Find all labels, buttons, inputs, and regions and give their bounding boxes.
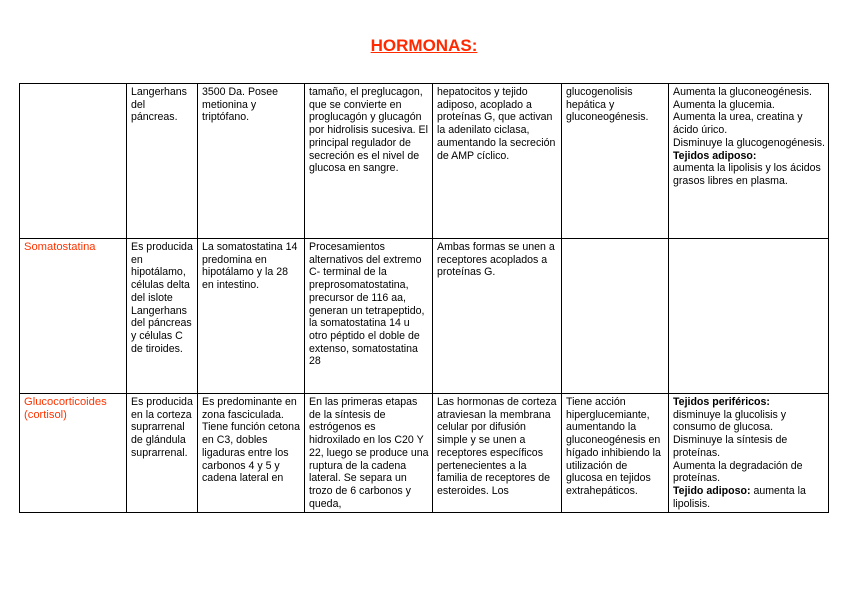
hormone-name-cell	[20, 394, 127, 513]
structure-cell: 3500 Da. Posee metionina y triptófano.	[198, 84, 305, 239]
synthesis-cell: tamaño, el preglucagon, que se convierte en proglucagón y glucagón por hidrolisis sucesiva. El principal regulador de secreción es el nivel de glucosa en sangre.	[305, 84, 433, 239]
effect-line-mixed	[673, 485, 825, 510]
synthesis-cell: En las primeras etapas de la síntesis de estrógenos es hidroxilado en los C20 Y 22, luego se produce una ruptura de la cadena lateral. Se separa un trozo de 6 carbonos y queda,	[305, 394, 433, 513]
effect-line: Disminuye la glucogenogénesis.	[673, 136, 825, 149]
page-title: HORMONAS:	[370, 36, 478, 55]
origin-cell: Es producida en hipotálamo, células delta del islote Langerhans del páncreas y células C de tiroides.	[127, 239, 198, 394]
mechanism-cell: Las hormonas de corteza atraviesan la membrana celular por difusión simple y se unen a receptores específicos pertenecientes a la familia de receptores de esteroides. Los	[433, 394, 562, 513]
effects-cell	[669, 84, 829, 239]
origin-cell: Langerhans del páncreas.	[127, 84, 198, 239]
origin-cell: Es producida en la corteza suprarrenal de glándula suprarrenal.	[127, 394, 198, 513]
effect-line: Aumenta la glucemia.	[673, 98, 775, 111]
effect-line: Aumenta la gluconeogénesis.	[673, 86, 812, 98]
effect-line: disminuye la glucolisis y consumo de glucosa.	[673, 408, 787, 434]
effect-line: Aumenta la urea, creatina y ácido úrico.	[673, 111, 803, 137]
effect-line: Aumenta la degradación de proteínas.	[673, 459, 803, 485]
hormone-name: Somatostatina	[24, 241, 96, 253]
effect-line: aumenta la lipolisis y los ácidos grasos libres en plasma.	[673, 162, 821, 187]
mechanism-cell: Ambas formas se unen a receptores acoplados a proteínas G.	[433, 239, 562, 394]
table-row	[20, 84, 829, 239]
effect-heading: Tejidos adiposo:	[673, 149, 757, 162]
hormone-name-cell	[20, 84, 127, 239]
hormone-name: Glucocorticoides (cortisol)	[24, 396, 107, 421]
action-cell: glucogenolisis hepática y gluconeogénesis.	[562, 84, 669, 239]
effect-heading: Tejido adiposo:	[673, 484, 751, 497]
effects-cell	[669, 394, 829, 513]
effect-text: aumenta la lipolisis.	[673, 484, 806, 510]
effect-line: Disminuye la síntesis de proteínas.	[673, 434, 788, 459]
table-row	[20, 394, 829, 513]
effect-heading: Tejidos periféricos:	[673, 396, 770, 408]
hormone-name-cell	[20, 239, 127, 394]
mechanism-cell: hepatocitos y tejido adiposo, acoplado a proteínas G, que activan la adenilato ciclasa, aumentando la secreción de AMP cíclico.	[433, 84, 562, 239]
effects-cell	[669, 239, 829, 394]
hormone-table	[19, 83, 829, 513]
action-cell: Tiene acción hiperglucemiante, aumentando la gluconeogénesis en hígado inhibiendo la utilización de glucosa en tejidos extrahepáticos.	[562, 394, 669, 513]
action-cell	[562, 239, 669, 394]
table-row	[20, 239, 829, 394]
structure-cell: Es predominante en zona fasciculada. Tiene función cetona en C3, dobles ligaduras entre los carbonos 4 y 5 y cadena lateral en	[198, 394, 305, 513]
structure-cell: La somatostatina 14 predomina en hipotálamo y la 28 en intestino.	[198, 239, 305, 394]
synthesis-cell: Procesamientos alternativos del extremo C- terminal de la preprosomatostatina, precursor de 116 aa, generan un tetrapeptido, la somatostatina 14 u otro péptido el doble de extenso, somatostatina 28	[305, 239, 433, 394]
